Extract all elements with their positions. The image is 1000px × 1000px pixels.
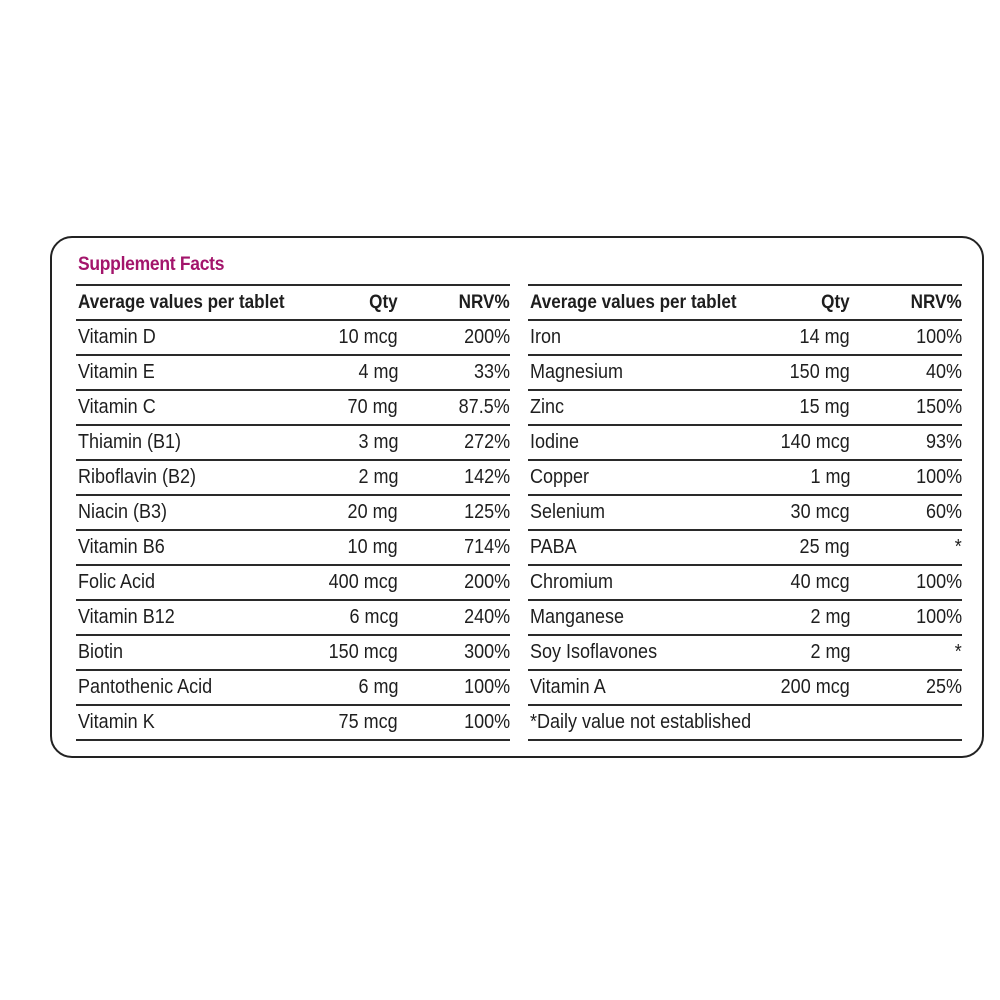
table-row (528, 531, 962, 566)
table-row (528, 461, 962, 496)
nutrient-name: PABA (530, 536, 577, 558)
nutrient-nrv: 25% (925, 676, 962, 698)
nutrient-nrv: 100% (915, 466, 962, 488)
nutrient-qty: 4 mg (357, 361, 398, 383)
nutrient-name: Iron (530, 326, 562, 348)
nutrient-name: Vitamin C (78, 396, 156, 418)
nutrient-nrv: 150% (915, 396, 962, 418)
nutrient-name: Thiamin (B1) (78, 431, 182, 453)
nutrient-qty: 40 mcg (790, 571, 850, 593)
table-row (528, 321, 962, 356)
table-row (528, 601, 962, 636)
table-row (76, 426, 510, 461)
nutrient-name: Manganese (530, 606, 625, 628)
header-qty: Qty (369, 292, 398, 313)
nutrient-qty: 14 mg (799, 326, 850, 348)
header-name: Average values per tablet (78, 292, 285, 313)
nutrient-qty: 10 mg (347, 536, 398, 558)
nutrient-name: Pantothenic Acid (78, 676, 213, 698)
nutrient-qty: 15 mg (799, 396, 850, 418)
header-nrv: NRV% (910, 292, 962, 313)
table-row (76, 531, 510, 566)
nutrient-nrv: 272% (463, 431, 510, 453)
table-row (76, 636, 510, 671)
nutrient-nrv: 200% (463, 571, 510, 593)
nutrient-nrv: * (954, 536, 962, 558)
nutrient-qty: 2 mg (809, 641, 850, 663)
facts-table-right (528, 284, 962, 741)
table-row (76, 706, 510, 741)
nutrient-qty: 2 mg (357, 466, 398, 488)
nutrient-name: Vitamin E (78, 361, 155, 383)
nutrient-nrv: 100% (915, 326, 962, 348)
nutrient-name: Biotin (78, 641, 124, 663)
header-name: Average values per tablet (530, 292, 737, 313)
nutrient-qty: 70 mg (347, 396, 398, 418)
footnote-text: *Daily value not established (530, 711, 752, 733)
nutrient-nrv: 33% (473, 361, 510, 383)
nutrient-nrv: 200% (463, 326, 510, 348)
nutrient-qty: 3 mg (357, 431, 398, 453)
nutrient-name: Riboflavin (B2) (78, 466, 197, 488)
nutrient-name: Vitamin B6 (78, 536, 165, 558)
nutrient-name: Soy Isoflavones (530, 641, 658, 663)
nutrient-nrv: 93% (925, 431, 962, 453)
nutrient-nrv: 714% (463, 536, 510, 558)
nutrient-name: Zinc (530, 396, 565, 418)
table-row (76, 391, 510, 426)
nutrient-nrv: * (954, 641, 962, 663)
nutrient-name: Folic Acid (78, 571, 156, 593)
table-row (528, 636, 962, 671)
nutrient-name: Copper (530, 466, 590, 488)
table-row (528, 426, 962, 461)
table-header (76, 284, 510, 321)
nutrient-qty: 20 mg (347, 501, 398, 523)
nutrient-name: Selenium (530, 501, 606, 523)
nutrient-nrv: 142% (463, 466, 510, 488)
nutrient-nrv: 40% (925, 361, 962, 383)
nutrient-qty: 200 mcg (780, 676, 850, 698)
footnote-row (528, 706, 962, 741)
table-row (528, 566, 962, 601)
nutrient-nrv: 100% (915, 571, 962, 593)
nutrient-qty: 150 mg (789, 361, 850, 383)
nutrient-qty: 10 mcg (338, 326, 398, 348)
nutrient-qty: 25 mg (799, 536, 850, 558)
nutrient-nrv: 100% (463, 711, 510, 733)
nutrient-qty: 400 mcg (328, 571, 398, 593)
nutrient-qty: 1 mg (809, 466, 850, 488)
table-row (76, 496, 510, 531)
table-row (76, 601, 510, 636)
nutrient-qty: 6 mg (357, 676, 398, 698)
table-row (528, 391, 962, 426)
nutrient-qty: 2 mg (809, 606, 850, 628)
facts-table-left (76, 284, 510, 741)
nutrient-name: Vitamin B12 (78, 606, 175, 628)
table-row (76, 671, 510, 706)
nutrient-name: Vitamin A (530, 676, 606, 698)
nutrient-name: Magnesium (530, 361, 624, 383)
header-nrv: NRV% (458, 292, 510, 313)
nutrient-qty: 75 mcg (338, 711, 398, 733)
nutrient-qty: 6 mcg (348, 606, 398, 628)
table-row (528, 671, 962, 706)
nutrient-nrv: 300% (463, 641, 510, 663)
nutrient-qty: 140 mcg (780, 431, 850, 453)
nutrient-name: Iodine (530, 431, 580, 453)
table-row (76, 321, 510, 356)
table-row (76, 461, 510, 496)
table-row (528, 496, 962, 531)
table-row (76, 566, 510, 601)
table-row (76, 356, 510, 391)
nutrient-name: Vitamin K (78, 711, 155, 733)
nutrient-nrv: 60% (925, 501, 962, 523)
nutrient-name: Chromium (530, 571, 614, 593)
table-row (528, 356, 962, 391)
nutrient-name: Vitamin D (78, 326, 156, 348)
nutrient-name: Niacin (B3) (78, 501, 168, 523)
table-header (528, 284, 962, 321)
nutrient-qty: 30 mcg (790, 501, 850, 523)
nutrient-nrv: 240% (463, 606, 510, 628)
nutrient-nrv: 100% (463, 676, 510, 698)
panel-title: Supplement Facts (78, 254, 225, 275)
nutrient-nrv: 125% (463, 501, 510, 523)
header-qty: Qty (821, 292, 850, 313)
nutrient-nrv: 87.5% (458, 396, 510, 418)
nutrient-qty: 150 mcg (328, 641, 398, 663)
nutrient-nrv: 100% (915, 606, 962, 628)
